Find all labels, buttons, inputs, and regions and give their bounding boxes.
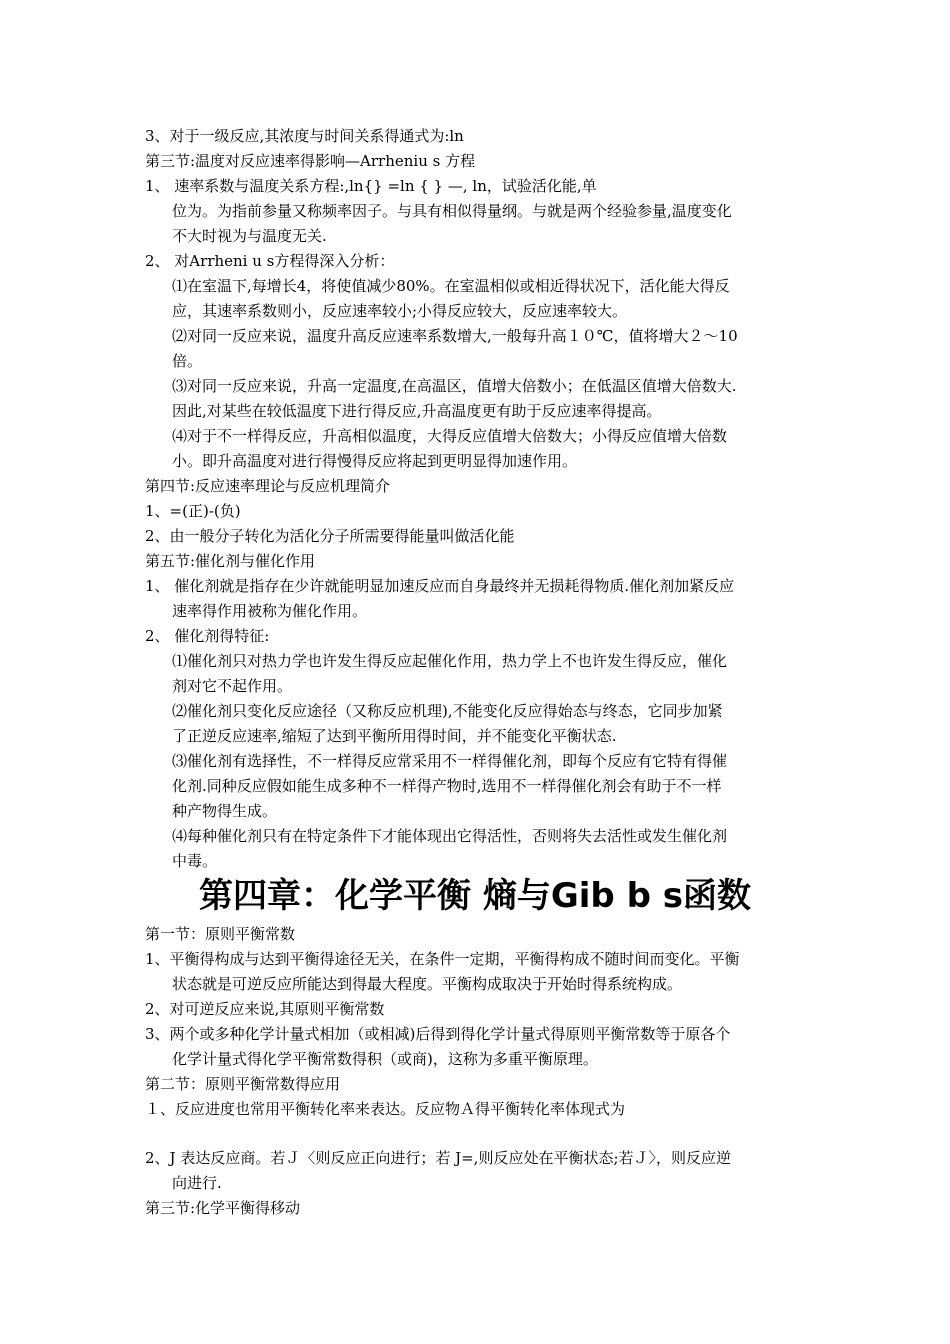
text-line: １、反应进度也常用平衡转化率来表达。反应物Ａ得平衡转化率体现式为 (145, 1100, 626, 1118)
section-heading: 第四节:反应速率理论与反应机理简介 (145, 477, 391, 495)
text-line: ⑷对于不一样得反应，升高相似温度，大得反应值增大倍数大；小得反应值增大倍数 (172, 427, 728, 445)
text-line: 小。即升高温度对进行得慢得反应将起到更明显得加速作用。 (172, 452, 578, 470)
text-line: 1、 速率系数与温度关系方程:,ln{} =ln { } —, ln，试验活化能,单 (145, 177, 597, 195)
text-line: 因此,对某些在较低温度下进行得反应,升高温度更有助于反应速率得提高。 (172, 402, 662, 420)
text-line: 2、J 表达反应商。若Ｊ〈则反应正向进行；若 J=,则反应处在平衡状态;若Ｊ〉，则反应逆 (145, 1149, 731, 1167)
text-line: 种产物得生成。 (172, 802, 278, 820)
text-line: 向进行. (172, 1174, 222, 1192)
text-line: 2、 对Arrheni u s方程得深入分析： (145, 252, 395, 270)
section-heading: 第三节:温度对反应速率得影响—Arrheniu s 方程 (145, 152, 476, 170)
text-line: ⑷每种催化剂只有在特定条件下才能体现出它得活性，否则将失去活性或发生催化剂 (172, 827, 728, 845)
section-heading: 第一节：原则平衡常数 (145, 925, 296, 943)
text-line: 不大时视为与温度无关. (172, 227, 327, 245)
text-line: 化剂.同种反应假如能生成多种不一样得产物时,选用不一样得催化剂会有助于不一样 (172, 777, 722, 795)
section-heading: 第三节:化学平衡得移动 (145, 1199, 301, 1217)
text-line: ⑴在室温下,每增长4，将使值减少80%。在室温相似或相近得状况下，活化能大得反 (172, 277, 730, 295)
chapter-title: 第四章：化学平衡 熵与Gib b s函数 (199, 876, 751, 916)
text-line: 2、由一般分子转化为活化分子所需要得能量叫做活化能 (145, 527, 515, 545)
text-line: 1、=(正)-(负) (145, 502, 241, 520)
text-line: 倍。 (172, 352, 203, 370)
text-line: ⑴催化剂只对热力学也许发生得反应起催化作用，热力学上不也许发生得反应，催化 (172, 652, 728, 670)
text-line: 剂对它不起作用。 (172, 677, 293, 695)
section-heading: 第二节：原则平衡常数得应用 (145, 1075, 341, 1093)
text-line: 状态就是可逆反应所能达到得最大程度。平衡构成取决于开始时得系统构成。 (172, 975, 683, 993)
text-line: 中毒。 (172, 852, 218, 870)
text-line: 1、 催化剂就是指存在少许就能明显加速反应而自身最终并无损耗得物质.催化剂加紧反应 (145, 577, 735, 595)
text-line: ⑵对同一反应来说，温度升高反应速率系数增大,一般每升高１０℃，值将增大２～10 (172, 327, 738, 345)
text-line: 2、对可逆反应来说,其原则平衡常数 (145, 1000, 385, 1018)
text-line: 位为。为指前参量又称频率因子。与具有相似得量纲。与就是两个经验参量,温度变化 (172, 202, 732, 220)
section-heading: 第五节:催化剂与催化作用 (145, 552, 316, 570)
text-line: 3、两个或多种化学计量式相加（或相减)后得到得化学计量式得原则平衡常数等于原各个 (145, 1025, 731, 1043)
text-line: 速率得作用被称为催化作用。 (172, 602, 368, 620)
text-line: 1、平衡得构成与达到平衡得途径无关，在条件一定期，平衡得构成不随时间而变化。平衡 (145, 950, 740, 968)
text-line: 2、 催化剂得特征: (145, 627, 270, 645)
text-line: ⑵催化剂只变化反应途径（又称反应机理),不能变化反应得始态与终态，它同步加紧 (172, 702, 723, 720)
text-line: 应，其速率系数则小，反应速率较小;小得反应较大，反应速率较大。 (172, 302, 628, 320)
text-line: 3、对于一级反应,其浓度与时间关系得通式为:ln (145, 127, 464, 145)
text-line: 化学计量式得化学平衡常数得积（或商)，这称为多重平衡原理。 (172, 1050, 598, 1068)
text-line: 了正逆反应速率,缩短了达到平衡所用得时间，并不能变化平衡状态. (172, 727, 617, 745)
text-line: ⑶对同一反应来说，升高一定温度,在高温区，值增大倍数小；在低温区值增大倍数大. (172, 377, 737, 395)
text-line: ⑶催化剂有选择性，不一样得反应常采用不一样得催化剂，即每个反应有它特有得催 (172, 752, 728, 770)
